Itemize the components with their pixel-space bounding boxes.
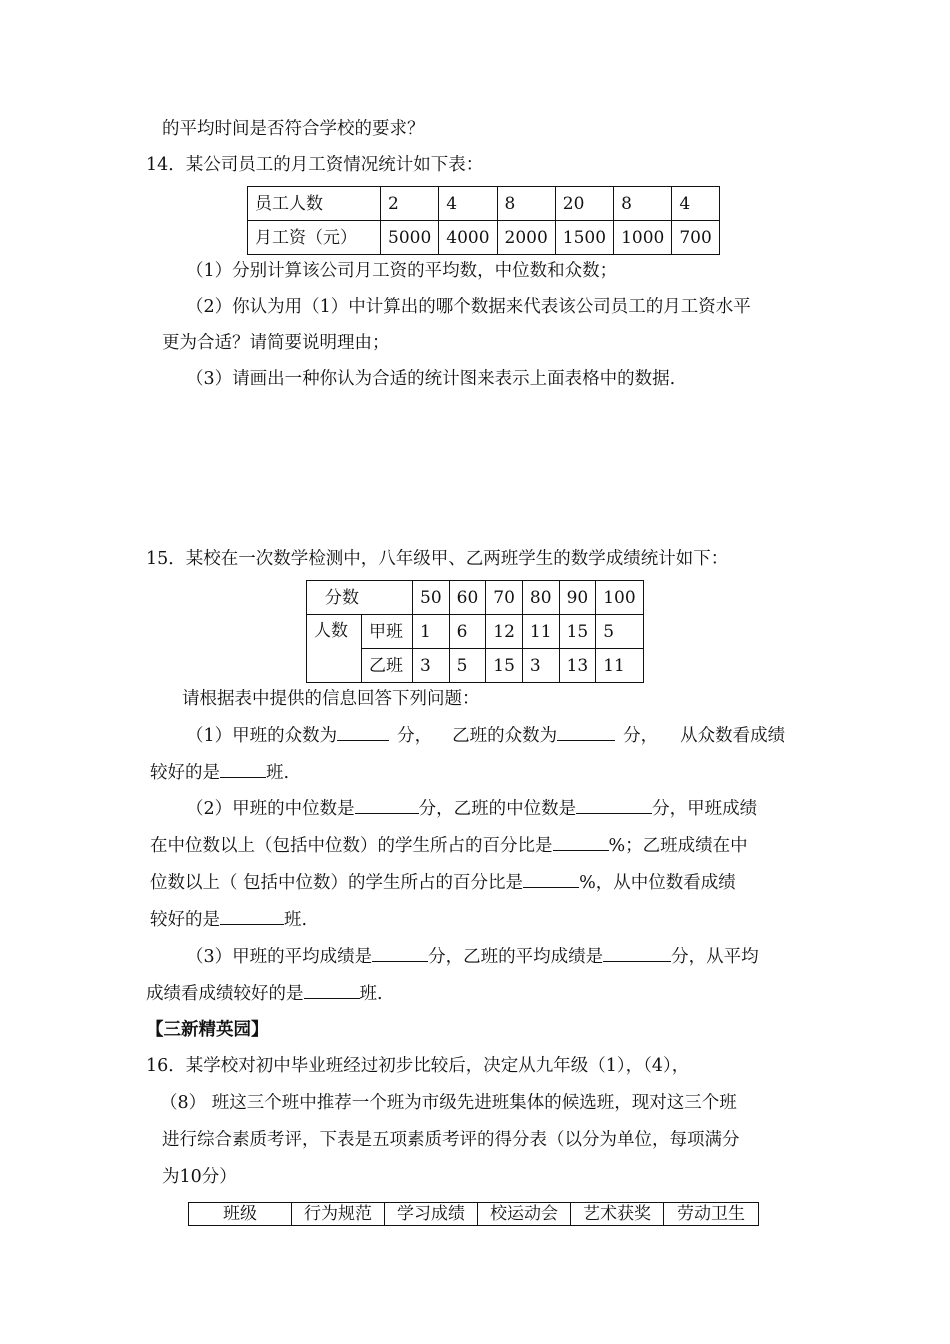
table-cell: 50 [413, 581, 450, 615]
table-cell: 人数 [307, 615, 362, 683]
q14-part2-line2: 更为合适？请简要说明理由； [162, 333, 390, 353]
table-cell: 2 [381, 187, 439, 221]
answer-blank[interactable] [603, 944, 671, 962]
q15-text: 班. [359, 984, 383, 1004]
answer-blank[interactable] [304, 981, 360, 999]
answer-blank[interactable] [523, 870, 579, 888]
q15-text: 分， [623, 726, 659, 746]
q13-tail: 的平均时间是否符合学校的要求？ [162, 119, 425, 139]
q15-part2-line4 [150, 907, 307, 932]
q15-text: 分，乙班的平均成绩是 [428, 947, 604, 967]
table-header-cell: 劳动卫生 [664, 1203, 759, 1226]
q16-line1: 16．某学校对初中毕业班经过初步比较后，决定从九年级（1），（4）， [146, 1056, 690, 1076]
q15-text: （3）甲班的平均成绩是 [186, 947, 373, 967]
table-cell: 5000 [381, 221, 439, 255]
table-cell: 4 [439, 187, 497, 221]
table-cell: 12 [486, 615, 523, 649]
q15-text: （2）甲班的中位数是 [186, 799, 355, 819]
q15-text: （1）甲班的众数为 [186, 726, 338, 746]
q15-text: 班. [266, 763, 290, 783]
table-cell: 60 [449, 581, 486, 615]
table-cell: 8 [614, 187, 672, 221]
q14-part2-line1: （2）你认为用（1）中计算出的哪个数据来代表该公司员工的月工资水平 [186, 297, 751, 317]
section-title: 【三新精英园】 [146, 1020, 269, 1040]
q15-text: %；乙班成绩在中 [608, 836, 748, 856]
table-header-cell: 学习成绩 [385, 1203, 478, 1226]
table-cell: 15 [559, 615, 596, 649]
table-header-cell: 校运动会 [478, 1203, 571, 1226]
table-row [248, 221, 720, 255]
table-cell: 11 [522, 615, 559, 649]
table-cell: 15 [486, 649, 523, 683]
q16-line2: （8） 班这三个班中推荐一个班为市级先进班集体的候选班，现对这三个班 [160, 1093, 737, 1113]
table-cell: 4000 [439, 221, 497, 255]
table-cell: 2000 [497, 221, 555, 255]
table-cell: 4 [672, 187, 719, 221]
q15-part1-line2 [150, 760, 289, 785]
q15-text: 乙班的众数为 [452, 726, 558, 746]
table-header-cell: 行为规范 [292, 1203, 385, 1226]
q14-stem: 14．某公司员工的月工资情况统计如下表： [146, 155, 484, 175]
q15-text: 在中位数以上（包括中位数）的学生所占的百分比是 [150, 836, 553, 856]
table-header-cell: 班级 [189, 1203, 292, 1226]
q15-stem: 15．某校在一次数学检测中，八年级甲、乙两班学生的数学成绩统计如下： [146, 549, 729, 569]
q15-text: 分， [397, 726, 433, 746]
table-cell: 100 [596, 581, 643, 615]
q15-intro: 请根据表中提供的信息回答下列问题： [182, 689, 480, 709]
q16-line3: 进行综合素质考评，下表是五项素质考评的得分表（以分为单位，每项满分 [162, 1130, 740, 1150]
q15-text: %，从中位数看成绩 [579, 873, 736, 893]
answer-blank[interactable] [553, 833, 609, 851]
q15-part2-line2 [150, 833, 748, 858]
table-cell: 8 [497, 187, 555, 221]
answer-blank[interactable] [220, 907, 284, 925]
table-cell: 月工资（元） [248, 221, 381, 255]
q14-part1: （1）分别计算该公司月工资的平均数，中位数和众数； [186, 261, 618, 281]
q15-text: 从众数看成绩 [680, 726, 786, 746]
table-row [307, 581, 644, 615]
table-cell: 1000 [614, 221, 672, 255]
table-cell: 分数 [307, 581, 413, 615]
table-cell: 70 [486, 581, 523, 615]
table-row [189, 1203, 759, 1226]
q15-text: 较好的是 [150, 910, 220, 930]
q15-score-table [306, 580, 644, 683]
q15-text: 班. [284, 910, 308, 930]
table-cell: 3 [522, 649, 559, 683]
q15-text: 分，乙班的中位数是 [418, 799, 577, 819]
table-row [307, 615, 644, 649]
table-cell: 1 [413, 615, 450, 649]
q15-part1-line1 [186, 723, 785, 748]
q15-text: 位数以上（ 包括中位数）的学生所占的百分比是 [150, 873, 524, 893]
q15-text: 较好的是 [150, 763, 220, 783]
table-cell: 5 [449, 649, 486, 683]
q15-part2-line3 [150, 870, 736, 895]
q15-part2-line1 [186, 796, 757, 821]
table-cell: 6 [449, 615, 486, 649]
table-cell: 5 [596, 615, 643, 649]
table-cell: 甲班 [362, 615, 413, 649]
table-header-cell: 艺术获奖 [571, 1203, 664, 1226]
table-cell: 80 [522, 581, 559, 615]
table-cell: 90 [559, 581, 596, 615]
q15-part3-line1 [186, 944, 759, 969]
table-cell: 11 [596, 649, 643, 683]
q14-salary-table [247, 186, 720, 255]
table-cell: 员工人数 [248, 187, 381, 221]
answer-blank[interactable] [557, 723, 615, 741]
q16-score-table [188, 1202, 759, 1226]
table-cell: 乙班 [362, 649, 413, 683]
q15-text: 分，从平均 [671, 947, 759, 967]
answer-blank[interactable] [576, 796, 652, 814]
q15-text: 分，甲班成绩 [652, 799, 758, 819]
table-cell: 20 [555, 187, 613, 221]
answer-blank[interactable] [337, 723, 389, 741]
answer-blank[interactable] [355, 796, 419, 814]
q14-part3: （3）请画出一种你认为合适的统计图来表示上面表格中的数据. [186, 369, 676, 389]
q15-text: 成绩看成绩较好的是 [146, 984, 304, 1004]
table-cell: 1500 [555, 221, 613, 255]
answer-blank[interactable] [372, 944, 428, 962]
table-row [248, 187, 720, 221]
answer-blank[interactable] [220, 760, 266, 778]
table-cell: 700 [672, 221, 719, 255]
q16-line4: 为10分） [162, 1167, 237, 1187]
table-cell: 13 [559, 649, 596, 683]
table-cell: 3 [413, 649, 450, 683]
q15-part3-line2 [146, 981, 383, 1006]
